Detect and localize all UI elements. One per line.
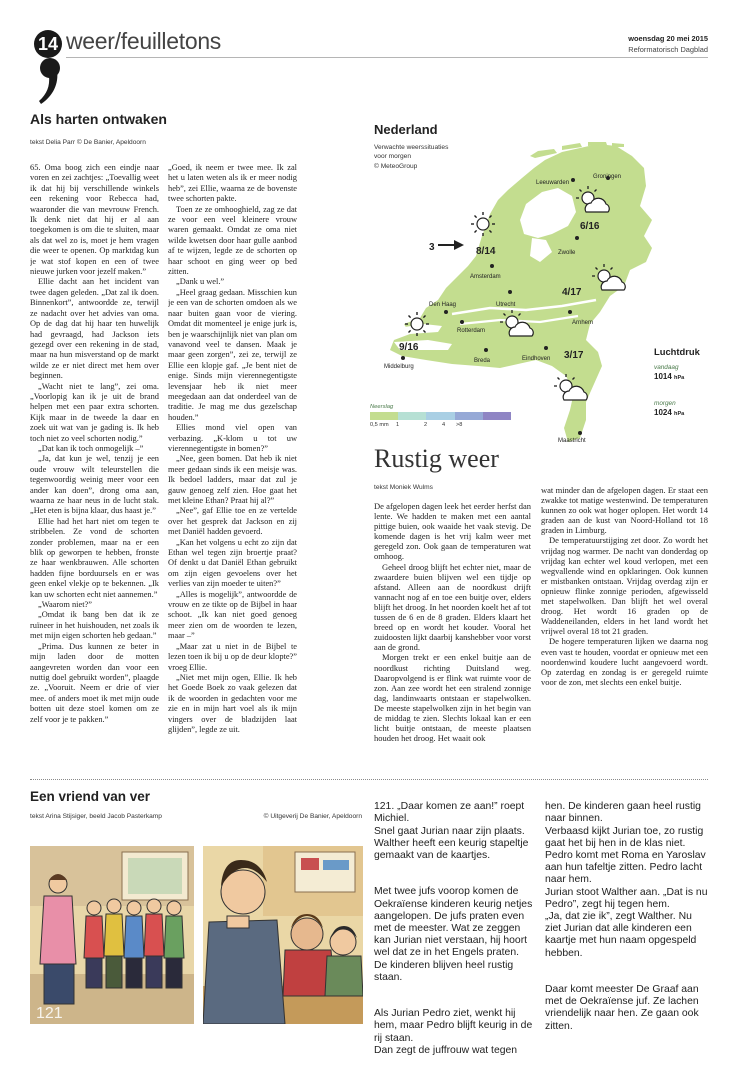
weather-article-col1	[374, 501, 531, 763]
subtitle-line: voor morgen	[374, 153, 412, 161]
rain-legend-swatch	[483, 412, 511, 420]
rain-legend-value: 0,5 mm	[370, 422, 389, 428]
paragraph: wat minder dan de afgelopen dagen. Er staat een zwakke tot matige westenwind. De temperaturen kunnen zo ook wat hoger oplopen. Het wordt 14 graden aan de kust van Noord-Holland tot 18 graden in Limburg.	[541, 485, 708, 536]
pressure-tomorrow-value: 1024	[654, 408, 672, 417]
temperature-label: 4/17	[562, 287, 582, 298]
feuilleton1-credit: tekst Delia Parr © De Banier, Apeldoorn	[30, 139, 146, 146]
paragraph: De temperatuurstijging zet door. Zo wordt het vrijdag nog warmer. De nacht van donderdag op vrijdag kan echter wel koud verlopen, met een wegvallende wind en opklaringen. Ook kunnen er mistbanken ontstaan. Vrijdag overdag zijn er opnieuw flinke zonnige perioden, afgewisseld met stapelwolken. Dan blijft het wel overal droog. Het wordt 16 graden op de Waddeneilanden, elders in het land wordt het vrijwel overal 18 tot 21 graden.	[541, 535, 708, 637]
temperature-label: 9/16	[399, 342, 419, 353]
paragraph: „Nee”, gaf Ellie toe en ze vertelde over het gesprek dat Jackson en zij met Daniël hadden gevoerd.	[168, 506, 297, 537]
paragraph: „Dat kan ik toch onmogelijk –”	[38, 443, 144, 453]
city-dot	[578, 431, 582, 435]
city-label: Middelburg	[384, 364, 414, 370]
header-rule	[66, 57, 708, 58]
rain-legend-value: >8	[456, 422, 463, 428]
city-dot	[444, 310, 448, 314]
wadden-island	[612, 143, 624, 147]
paragraph: Morgen trekt er een enkel buitje aan de noordkust richting Duitsland weg. Daaropvolgend is er flink wat ruimte voor de zon. Aan zee wordt het een stralend zonnige dag, landinwaarts ontstaan er stapelwolken. De meeste stapelwolken zijn in het begin van de middag te zien. Slechts lokaal kan er een licht buitje ontstaan, de meeste plaatsen houden het droog. Het waait ook	[374, 652, 531, 744]
city-label: Utrecht	[496, 302, 516, 308]
pressure-title: Luchtdruk	[654, 346, 700, 357]
paragraph: „Niet met mijn ogen, Ellie. Ik heb het Goede Boek zo vaak gelezen dat ik de woorden in gedachten voor me zie en in mijn hart voel als ik mijn vingers over de bladzijden laat glijden”, legde ze uit.	[168, 672, 297, 734]
paragraph: „Wacht niet te lang”, zei oma. „Voorlopig kan ik je uit de brand helpen met een paar extra schorten. Kijk maar in de tweede la daar en zoek uit wat van je gading is. Ik heb toch niet zo veel schorten nodig.”	[30, 381, 159, 443]
city-dot	[484, 348, 488, 352]
paragraph: 65. Oma boog zich een eindje naar voren en zei zachtjes: „Toevallig weet ik dat hij bij verschillende winkels een rekening voor Rebecca had, waaronder die van mevrouw French. Ik denk niet dat hij er al aan toegekomen is om die te sluiten, maar als dat wel zo is, moet je hem vragen die weer te openen. Op marktdag kun je wat stof kopen en een of twee nieuwe jurken voor jezelf maken.”	[30, 163, 159, 277]
subtitle-line: © MeteoGroup	[374, 162, 418, 170]
illustration-children-line	[30, 846, 194, 1024]
rain-legend-values	[370, 422, 511, 430]
paragraph: De afgelopen dagen leek het eerder herfst dan lente. We hadden te maken met een aantal pittige buien, ook waaide het vaak stevig. De komende dagen is het vrij kalm weer met geregeld zon. Ook gaan de temperaturen wat omhoog.	[374, 501, 531, 562]
city-label: Maastricht	[558, 438, 586, 444]
netherlands-land	[390, 144, 652, 442]
feuilleton1-col1	[30, 163, 159, 765]
city-dot	[401, 356, 405, 360]
section-separator	[30, 779, 708, 780]
paragraph: „Prima. Dus kunnen ze beter in mijn laden door de motten aangevreten worden dan voor een nuttig doel gebruikt worden”, plaagde ze. „Vooruit. Neem er drie of vier mee. of anders moet ik met mijn oude botten uit deze stoel komen om ze zelf voor je te pakken.”	[30, 641, 159, 724]
page-number: 14	[37, 34, 59, 54]
city-label: Rotterdam	[457, 328, 486, 334]
wind-force: 3	[429, 242, 435, 253]
feuilleton2-credit: tekst Arina Stijsiger, beeld Jacob Pasterkamp	[30, 813, 162, 820]
paragraph: 121. „Daar komen ze aan!” roept Michiel. Snel gaat Jurian naar zijn plaats. Walther heeft een keurig stapeltje gemaakt van de kaartjes.	[374, 801, 529, 862]
paragraph: „Ja, dat kun je wel, tenzij je een oude vrouw wilt teleurstellen die tegenwoordig weinig meer voor een ander kan doen”, drong oma aan, waarna ze haar neus in de lucht stak. „Het eten is bijna klaar, dus haast je.”	[30, 454, 159, 516]
paragraph: „Goed, ik neem er twee mee. Ik zal het u laten weten als ik er meer nodig heb”, zei Ellie, waarna ze de bovenste twee schorten pakte.	[168, 163, 297, 204]
city-label: Eindhoven	[522, 356, 551, 362]
illustration-number: 121	[36, 1005, 63, 1022]
feuilleton1-col2	[168, 163, 297, 765]
paragraph: „Maar zat u niet in de Bijbel te lezen toen ik bij u op de deur klopte?” vroeg Ellie.	[168, 641, 297, 672]
paragraph: „Kan het volgens u echt zo zijn dat Ethan wel tegen zijn broertje praat? Of denkt u dat Daniël Ethan gebruikt om zijn eigen gevoelens over het verlies van zijn moeder te uiten?”	[168, 537, 297, 589]
rain-legend-value: 2	[424, 422, 428, 428]
city-dot	[508, 290, 512, 294]
city-label: Den Haag	[429, 302, 457, 308]
rain-legend-label: Neerslag	[370, 404, 394, 410]
wind-arrow-icon	[438, 240, 464, 250]
section-title: weer/feuilletons	[66, 28, 222, 54]
feuilleton1-title: Als harten ontwaken	[30, 111, 167, 127]
comma-logo-icon	[37, 58, 63, 106]
feuilleton2-title: Een vriend van ver	[30, 789, 151, 804]
temperature-label: 6/16	[580, 221, 600, 232]
pressure-today-value: 1014	[654, 372, 672, 381]
temperature-label: 8/14	[476, 246, 496, 257]
paragraph: Toen ze ze omhooghield, zag ze dat ze voor een veel kleinere vrouw waren gemaakt. Omdat ze oma niet wilde kwetsen door haar gulle aanbod af te wijzen, legde ze de schorten op haar schoot en ging weer op bed zitten.	[168, 204, 297, 277]
pressure-tomorrow-label: morgen	[654, 400, 676, 407]
subtitle-line: Verwachte weerssituaties	[374, 144, 449, 151]
paragraph: Geheel droog blijft het echter niet, maar de zwaardere buien blijven wel een tijdje op afstand. Alleen aan de noordkust drijft vannacht nog af en toe een buitje over, elders blijft het droog. In het noorden koelt het af tot tussen de 6 en de 8 graden. Elders klaart het breed op en wordt het kouder. Vooral het zuidoosten lijkt daarbij kanshebber voor vorst aan de grond.	[374, 561, 531, 653]
city-dot	[568, 310, 572, 314]
weather-map-title: Nederland	[374, 122, 438, 137]
city-label: Zwolle	[558, 250, 576, 256]
illustration-classroom	[203, 846, 363, 1024]
pressure-tomorrow	[654, 408, 684, 417]
header-paper: Reformatorisch Dagblad	[628, 45, 708, 54]
paragraph: „Omdat ik bang ben dat ik ze ruïneer in het huishouden, net zoals ik met mijn eigen schorten heb gedaan.”	[30, 610, 159, 641]
city-label: Amsterdam	[470, 274, 501, 280]
feuilleton2-col1	[374, 789, 534, 1059]
paragraph: Met twee jufs voorop komen de Oekraïense kinderen keurig netjes aangelopen. De jufs praten even met de meester. Wat ze zeggen kan Jurian niet verstaan, hij hoort wel dat ze in het Engels praten. De kinderen blijven heel rustig staan.	[374, 886, 533, 983]
paragraph: hen. De kinderen gaan heel rustig naar binnen. Verbaasd kijkt Jurian toe, zo rustig gaat het bij hen in de klas niet. Pedro komt met Roma en Yaroslav aan hun tafeltje zitten. Pedro lacht naar hem. Jurian stoot Walther aan. „Dat is nu Pedro”, zegt hij tegen hem. „Ja, dat zie ik”, zegt Walther. Nu ziet Jurian dat alle kinderen een kaartje met hun naam opgespeld hebben.	[545, 801, 708, 959]
rain-legend-swatch	[426, 412, 454, 420]
feuilleton2-copyright: © Uitgeverij De Banier, Apeldoorn	[263, 813, 362, 820]
pressure-tomorrow-unit: hPa	[674, 411, 685, 417]
pressure-today-unit: hPa	[674, 375, 685, 381]
city-dot	[571, 178, 575, 182]
city-label: Leeuwarden	[536, 180, 570, 186]
weather-article-col2	[541, 485, 708, 715]
paragraph: „Alles is mogelijk”, antwoordde de vrouw en ze tikte op de Bijbel in haar schoot. „Ik kan niet goed genoeg meer zien om de woorden te lezen, maar –”	[168, 589, 297, 641]
rain-legend-bar	[370, 412, 511, 420]
paragraph: Daar komt meester De Graaf aan met de Oekraïense juf. Ze lachen vriendelijk naar hen. Ze gaan ook zitten.	[545, 984, 699, 1032]
paragraph: „Dank u wel.”	[176, 277, 225, 287]
weather-article-title: Rustig weer	[374, 444, 499, 473]
paragraph: Ellie dacht aan het incident van twee dagen geleden. „Dat zal ik doen. Binnenkort”, antwoordde ze, terwijl ze nadacht over het advies van oma. Op de dag dat hij haar ten huwelijk had gevraagd, had Jackson iets gezegd over een rekening in de stad, maar na hun misverstand op de markt wilde ze er niet direct met hem over beginnen.	[30, 277, 159, 381]
temperature-label: 3/17	[564, 350, 584, 361]
weather-article-credit: tekst Moniek Wulms	[374, 484, 433, 491]
paragraph: Ellies mond viel open van verbazing. „K-klom u tot uw vierennegentigste in bomen?”	[168, 423, 297, 453]
city-dot	[575, 236, 579, 240]
city-dot	[460, 320, 464, 324]
pressure-today-label: vandaag	[654, 364, 679, 371]
city-label: Arnhem	[572, 320, 594, 326]
city-label: Breda	[474, 358, 491, 364]
rain-legend-swatch	[455, 412, 483, 420]
paragraph: Als Jurian Pedro ziet, wenkt hij hem, maar Pedro blijft keurig in de rij staan. Dan zegt de juffrouw wat tegen	[374, 1008, 533, 1056]
paragraph: „Nee, geen bomen. Dat heb ik niet meer gedaan sinds ik een meisje was. Ik bedoel ladders, maar dat zul je gauw genoeg zelf zien. Hoe gaat het met kleine Ethan? Praat hij al?”	[168, 454, 297, 505]
rain-legend-value: 4	[442, 422, 446, 428]
pressure-today	[654, 372, 684, 381]
paragraph: „Heel graag gedaan. Misschien kun je een van de schorten omdoen als we naar buiten gaan voor de viering. Omdat dit momenteel je enige jurk is, ben je waarschijnlijk niet van plan om vanavond veel te dansen. Maak je maar geen zorgen”, zei ze, terwijl ze Ellie een klopje gaf. „Je bent niet de enige. Sinds mijn vierennegentigste levensjaar heb ik niet meer meegedaan aan dat onderdeel van de traditie. Je mag me dus gezelschap houden.”	[168, 287, 297, 422]
paragraph: Ellie had het hart niet om tegen te stribbelen. Ze vond de schorten zonder problemen, maar na er een blik op geworpen te hebben, fronste ze haar wenkbrauwen. Alle schorten hadden fijne borduursels en er was geen enkel vlekje op te bekennen. „Ik kan uw schorten echt niet aannemen.”	[30, 516, 159, 599]
paragraph: De hogere temperaturen lijken we daarna nog even vast te houden, voordat er opnieuw met een noordenwind koudere lucht aangevoerd wordt. Op zaterdag en zondag is er geregeld ruimte voor de zon, met slechts een enkel buitje.	[541, 636, 708, 687]
rain-legend-swatch	[370, 412, 398, 420]
header-date: woensdag 20 mei 2015	[628, 34, 708, 43]
rain-legend-value: 1	[396, 422, 400, 428]
feuilleton2-col2	[545, 789, 708, 1059]
city-dot	[490, 264, 494, 268]
city-label: Groningen	[593, 174, 622, 180]
city-dot	[544, 346, 548, 350]
rain-legend-swatch	[398, 412, 426, 420]
paragraph: „Waarom niet?”	[38, 600, 92, 610]
